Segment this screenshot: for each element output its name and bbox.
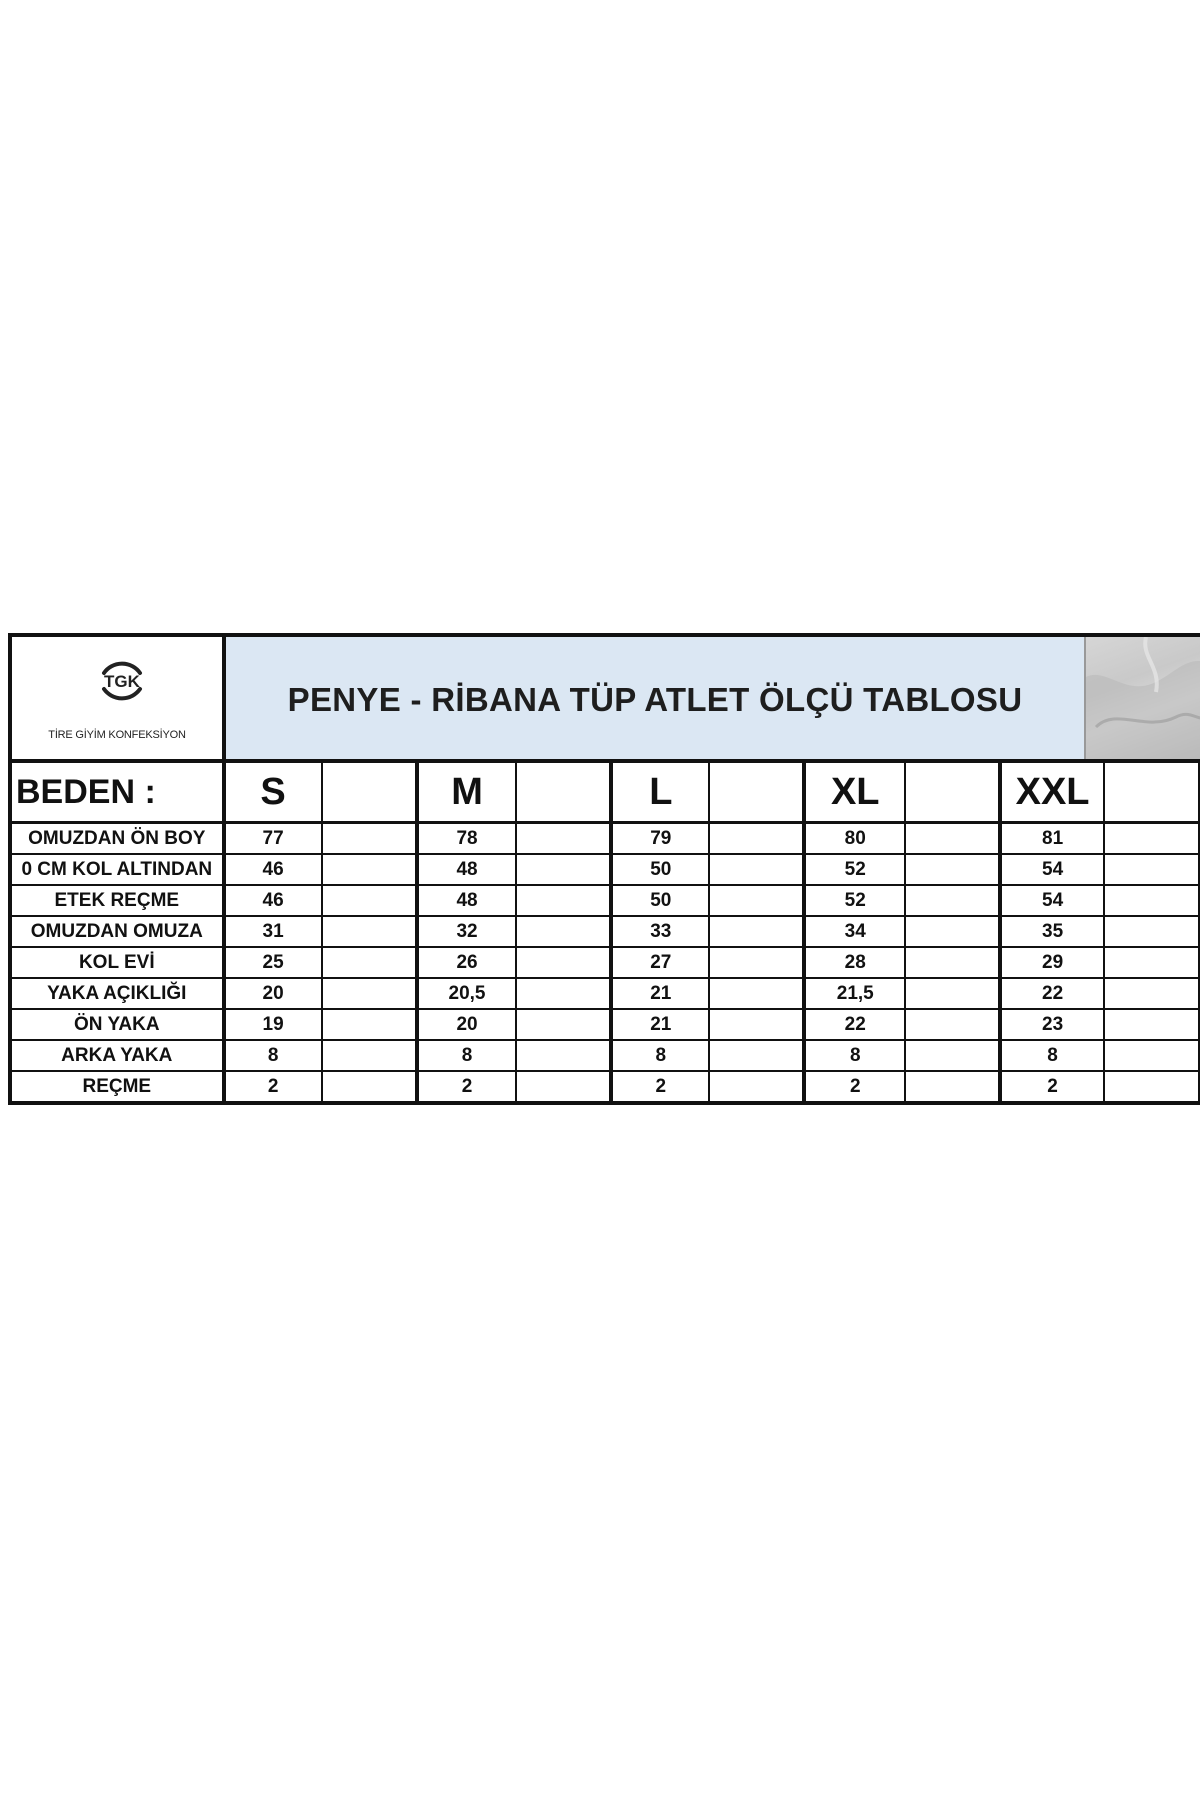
measurement-value: 20 xyxy=(417,1009,516,1040)
measurement-value: 28 xyxy=(804,947,905,978)
blank-cell xyxy=(516,947,611,978)
measurement-value: 52 xyxy=(804,885,905,916)
garment-photo-image xyxy=(1086,637,1200,759)
measurement-value: 2 xyxy=(804,1071,905,1101)
blank-cell xyxy=(322,885,417,916)
size-header-xl: XL xyxy=(804,763,905,823)
measurement-value: 46 xyxy=(224,885,322,916)
blank-cell xyxy=(1104,1071,1199,1101)
measurement-value: 79 xyxy=(611,823,709,855)
blank-cell xyxy=(905,947,1000,978)
measurement-value: 48 xyxy=(417,854,516,885)
blank-cell xyxy=(516,823,611,855)
blank-cell xyxy=(322,823,417,855)
measurement-value: 2 xyxy=(224,1071,322,1101)
measurement-value: 50 xyxy=(611,854,709,885)
size-header-xxl: XXL xyxy=(1000,763,1104,823)
measurement-value: 27 xyxy=(611,947,709,978)
measurement-value: 2 xyxy=(417,1071,516,1101)
blank-cell xyxy=(905,1009,1000,1040)
measurement-value: 81 xyxy=(1000,823,1104,855)
size-label: BEDEN : xyxy=(12,763,224,823)
size-header-m: M xyxy=(417,763,516,823)
blank-cell xyxy=(1104,1040,1199,1071)
measurement-label: REÇME xyxy=(12,1071,224,1101)
chart-header xyxy=(12,637,1200,763)
brand-logo-cell xyxy=(12,637,226,759)
measurement-value: 20,5 xyxy=(417,978,516,1009)
logo-mark-text: TGK xyxy=(104,672,140,691)
measurement-value: 22 xyxy=(804,1009,905,1040)
blank-cell xyxy=(709,916,804,947)
blank-cell xyxy=(516,1040,611,1071)
blank-cell xyxy=(709,1071,804,1101)
table-row xyxy=(12,823,1199,855)
measurement-value: 33 xyxy=(611,916,709,947)
measurement-value: 54 xyxy=(1000,854,1104,885)
measurement-label: YAKA AÇIKLIĞI xyxy=(12,978,224,1009)
measurement-value: 50 xyxy=(611,885,709,916)
size-chart-sheet xyxy=(8,633,1200,1105)
size-header-s: S xyxy=(224,763,322,823)
blank-cell xyxy=(709,854,804,885)
measurement-value: 8 xyxy=(1000,1040,1104,1071)
measurement-value: 8 xyxy=(224,1040,322,1071)
measurement-value: 80 xyxy=(804,823,905,855)
chart-title: PENYE - RİBANA TÜP ATLET ÖLÇÜ TABLOSU xyxy=(287,681,1023,718)
blank-cell xyxy=(1104,947,1199,978)
blank-cell xyxy=(322,916,417,947)
blank-cell xyxy=(905,763,1000,823)
table-row xyxy=(12,1040,1199,1071)
blank-cell xyxy=(516,1071,611,1101)
blank-cell xyxy=(709,1009,804,1040)
measurement-value: 25 xyxy=(224,947,322,978)
blank-cell xyxy=(905,885,1000,916)
blank-cell xyxy=(1104,854,1199,885)
measurement-value: 22 xyxy=(1000,978,1104,1009)
blank-cell xyxy=(905,823,1000,855)
blank-cell xyxy=(1104,916,1199,947)
measurement-label: ÖN YAKA xyxy=(12,1009,224,1040)
blank-cell xyxy=(322,1009,417,1040)
blank-cell xyxy=(1104,763,1199,823)
measurement-value: 32 xyxy=(417,916,516,947)
blank-cell xyxy=(516,854,611,885)
measurement-value: 78 xyxy=(417,823,516,855)
measurement-value: 2 xyxy=(611,1071,709,1101)
blank-cell xyxy=(709,1040,804,1071)
blank-cell xyxy=(322,978,417,1009)
measurement-value: 48 xyxy=(417,885,516,916)
size-header-l: L xyxy=(611,763,709,823)
measurement-value: 34 xyxy=(804,916,905,947)
measurement-label: KOL EVİ xyxy=(12,947,224,978)
measurement-value: 20 xyxy=(224,978,322,1009)
table-row xyxy=(12,854,1199,885)
measurement-label: ARKA YAKA xyxy=(12,1040,224,1071)
blank-cell xyxy=(905,978,1000,1009)
blank-cell xyxy=(709,823,804,855)
blank-cell xyxy=(905,1040,1000,1071)
blank-cell xyxy=(709,885,804,916)
measurement-value: 52 xyxy=(804,854,905,885)
blank-cell xyxy=(905,916,1000,947)
measurement-value: 21,5 xyxy=(804,978,905,1009)
blank-cell xyxy=(709,763,804,823)
measurement-value: 19 xyxy=(224,1009,322,1040)
blank-cell xyxy=(322,947,417,978)
measurement-value: 21 xyxy=(611,978,709,1009)
blank-cell xyxy=(322,854,417,885)
blank-cell xyxy=(516,763,611,823)
measurement-value: 31 xyxy=(224,916,322,947)
measurement-value: 8 xyxy=(611,1040,709,1071)
measurement-label: ETEK REÇME xyxy=(12,885,224,916)
measurement-value: 8 xyxy=(804,1040,905,1071)
table-row xyxy=(12,947,1199,978)
blank-cell xyxy=(905,854,1000,885)
table-row xyxy=(12,916,1199,947)
blank-cell xyxy=(1104,1009,1199,1040)
blank-cell xyxy=(1104,885,1199,916)
blank-cell xyxy=(322,1071,417,1101)
brand-subtitle: TİRE GİYİM KONFEKSİYON xyxy=(48,729,186,741)
measurement-label: OMUZDAN ÖN BOY xyxy=(12,823,224,855)
blank-cell xyxy=(709,947,804,978)
measurement-label: 0 CM KOL ALTINDAN xyxy=(12,854,224,885)
blank-cell xyxy=(322,1040,417,1071)
measurement-value: 21 xyxy=(611,1009,709,1040)
blank-cell xyxy=(516,885,611,916)
measurement-value: 2 xyxy=(1000,1071,1104,1101)
blank-cell xyxy=(1104,978,1199,1009)
blank-cell xyxy=(516,978,611,1009)
measurement-value: 29 xyxy=(1000,947,1104,978)
table-row xyxy=(12,1009,1199,1040)
measurement-value: 26 xyxy=(417,947,516,978)
measurement-value: 77 xyxy=(224,823,322,855)
tgk-logo-icon xyxy=(94,653,150,709)
blank-cell xyxy=(516,1009,611,1040)
blank-cell xyxy=(516,916,611,947)
table-row xyxy=(12,1071,1199,1101)
table-row xyxy=(12,978,1199,1009)
measurement-value: 35 xyxy=(1000,916,1104,947)
measurement-value: 54 xyxy=(1000,885,1104,916)
blank-cell xyxy=(905,1071,1000,1101)
table-row xyxy=(12,885,1199,916)
measurement-value: 46 xyxy=(224,854,322,885)
title-cell xyxy=(226,637,1084,759)
measurement-label: OMUZDAN OMUZA xyxy=(12,916,224,947)
measurement-value: 8 xyxy=(417,1040,516,1071)
size-table xyxy=(12,763,1200,1101)
blank-cell xyxy=(1104,823,1199,855)
product-photo-thumbnail xyxy=(1084,637,1200,759)
size-header-row xyxy=(12,763,1199,823)
blank-cell xyxy=(709,978,804,1009)
measurement-value: 23 xyxy=(1000,1009,1104,1040)
blank-cell xyxy=(322,763,417,823)
